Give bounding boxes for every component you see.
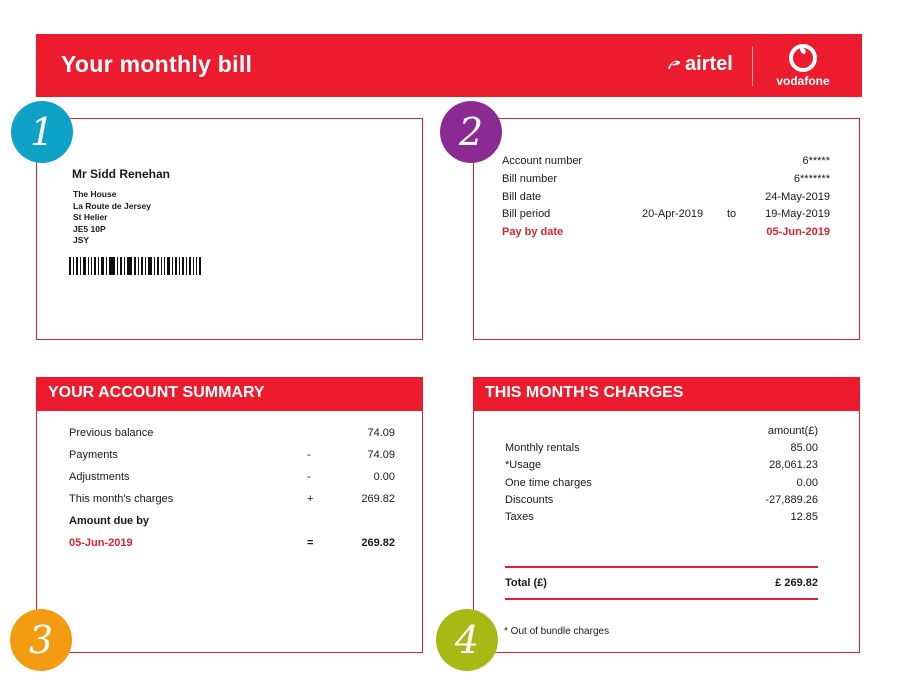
summary-row [69, 427, 395, 441]
charge-value: 28,061.23 [769, 459, 818, 471]
total-bottom-divider [505, 598, 818, 600]
total-row [505, 577, 818, 591]
summary-sign: - [307, 471, 311, 483]
amount-due-row [69, 515, 395, 529]
charge-row [505, 459, 818, 473]
bill-header [36, 34, 862, 97]
section-badge-4: 4 [436, 609, 498, 671]
account-number-label: Account number [502, 155, 583, 167]
logo-divider [752, 46, 753, 86]
bill-date-label: Bill date [502, 191, 542, 203]
page-title: Your monthly bill [61, 51, 253, 77]
charge-row [505, 442, 818, 456]
section-badge-2: 2 [440, 101, 502, 163]
summary-label: Previous balance [69, 427, 154, 439]
charge-label: *Usage [505, 459, 542, 471]
bill-info-panel [473, 118, 860, 340]
bill-number-value: 6******* [793, 173, 830, 185]
summary-value: 269.82 [361, 493, 395, 505]
bill-number-label: Bill number [502, 173, 558, 185]
vodafone-logo [770, 44, 836, 88]
pay-by-value: 05-Jun-2019 [766, 226, 830, 238]
bill-period-label: Bill period [502, 208, 551, 220]
summary-value: 0.00 [373, 471, 395, 483]
address-line: The House [73, 189, 117, 199]
airtel-logo-text: airtel [685, 53, 733, 75]
amount-header: amount(£) [767, 425, 818, 437]
usage-footnote: * Out of bundle charges [504, 626, 610, 637]
charge-label: One time charges [505, 477, 592, 489]
due-date: 05-Jun-2019 [69, 537, 133, 549]
summary-row [69, 493, 395, 507]
bill-number-row [502, 173, 830, 187]
address-panel [36, 118, 423, 340]
charges-panel [473, 377, 860, 653]
summary-label: Adjustments [69, 471, 130, 483]
summary-sign: + [307, 493, 314, 505]
section-badge-3: 3 [10, 609, 72, 671]
address-line: St Helier [73, 212, 108, 222]
bill-period-to: 19-May-2019 [765, 208, 830, 220]
summary-label: This month's charges [69, 493, 174, 505]
vodafone-speechmark-icon [789, 44, 817, 72]
account-summary-panel [36, 377, 423, 653]
charge-label: Taxes [505, 511, 534, 523]
account-number-row [502, 155, 830, 169]
summary-sign: - [307, 449, 311, 461]
summary-value: 74.09 [367, 449, 395, 461]
charges-title: THIS MONTH'S CHARGES [473, 377, 860, 411]
pay-by-row [502, 226, 830, 240]
total-value: £ 269.82 [775, 577, 818, 589]
amount-due-label: Amount due by [69, 515, 150, 527]
customer-name: Mr Sidd Renehan [72, 167, 171, 181]
total-top-divider [505, 566, 818, 568]
due-sign: = [307, 537, 314, 549]
address-line: JSY [73, 235, 90, 245]
charge-row [505, 511, 818, 525]
vodafone-logo-text: vodafone [776, 74, 830, 88]
charge-value: -27,889.26 [765, 494, 818, 506]
account-number-value: 6***** [802, 155, 830, 167]
summary-row [69, 471, 395, 485]
address-line: La Route de Jersey [73, 200, 151, 211]
due-value: 269.82 [361, 537, 395, 549]
bill-period-from: 20-Apr-2019 [642, 208, 704, 220]
total-label: Total (£) [505, 577, 547, 589]
charges-header-row [505, 425, 818, 439]
bill-info-table [502, 155, 830, 239]
address-lines [73, 189, 151, 247]
summary-row [69, 449, 395, 463]
charge-label: Monthly rentals [505, 442, 580, 454]
section-badge-1: 1 [11, 101, 73, 163]
charge-value: 0.00 [796, 477, 818, 489]
charge-label: Discounts [505, 494, 554, 506]
account-summary-title: YOUR ACCOUNT SUMMARY [36, 377, 423, 411]
summary-value: 74.09 [367, 427, 395, 439]
address-line: JE5 10P [73, 223, 106, 234]
charge-row [505, 477, 818, 491]
airtel-logo [666, 53, 733, 76]
bill-period-row [502, 208, 830, 222]
bill-period-to-word: to [727, 208, 737, 220]
charge-value: 85.00 [790, 442, 818, 454]
bill-date-value: 24-May-2019 [765, 191, 830, 203]
bill-date-row [502, 191, 830, 205]
airtel-swoosh-icon [666, 58, 682, 72]
pay-by-label: Pay by date [502, 226, 564, 238]
charge-value: 12.85 [790, 511, 818, 523]
barcode-icon [69, 257, 203, 275]
summary-label: Payments [69, 449, 118, 461]
charge-row [505, 494, 818, 508]
due-date-row [69, 537, 395, 551]
